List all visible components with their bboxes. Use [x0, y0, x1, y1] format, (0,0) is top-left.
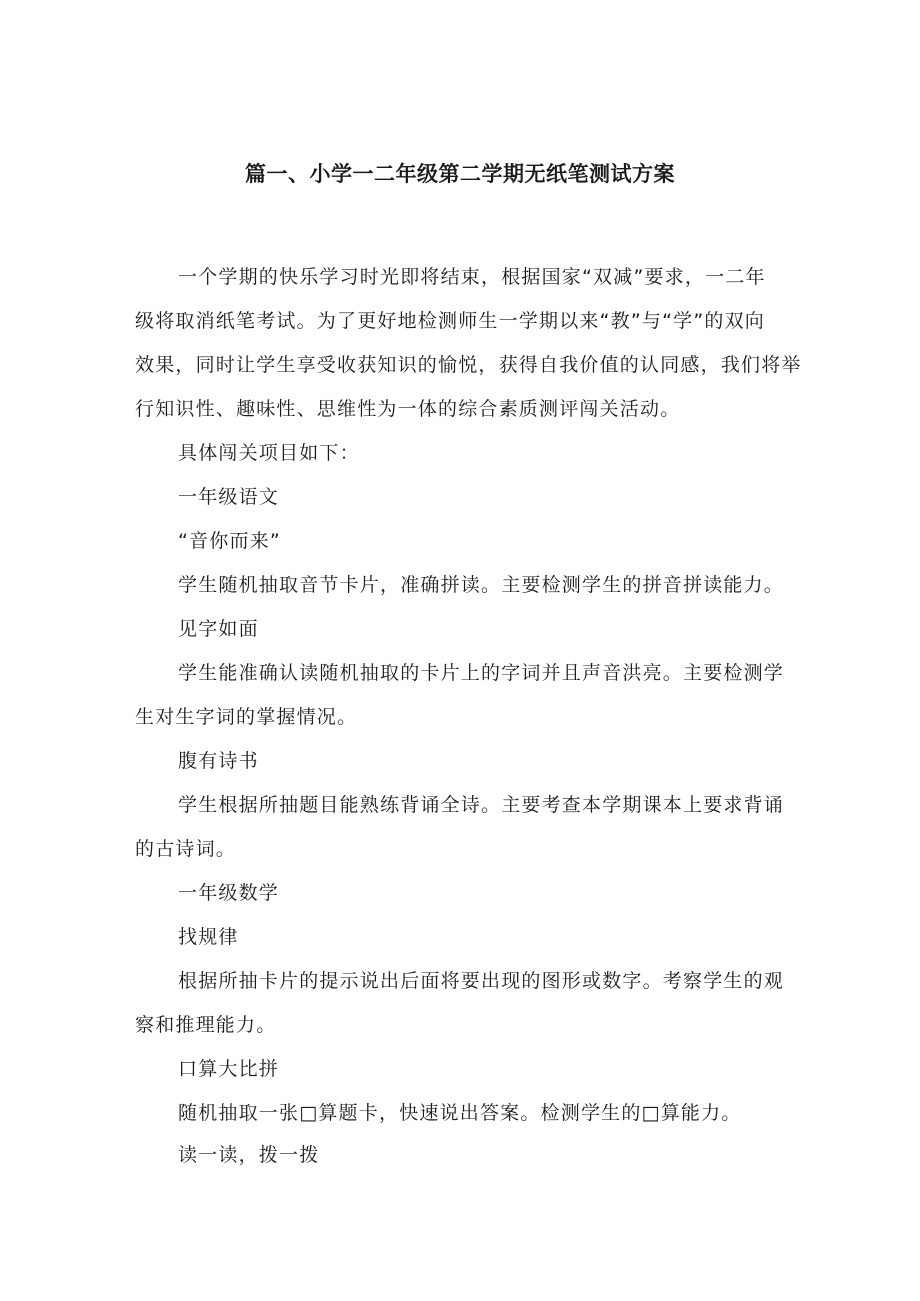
section-heading: 一年级语文 — [178, 486, 280, 508]
paragraph-line: 效果，同时让学生享受收获知识的愉悦，获得自我价值的认同感，我们将举 — [135, 354, 802, 376]
paragraph-line: 察和推理能力。 — [135, 1014, 277, 1036]
item-heading: 读一读，拨一拨 — [178, 1144, 320, 1166]
item-heading: “音你而来” — [178, 530, 281, 552]
paragraph-line: 随机抽取一张□算题卡，快速说出答案。检测学生的□算能力。 — [178, 1102, 742, 1124]
item-heading: 腹有诗书 — [178, 750, 259, 772]
paragraph-line: 学生能准确认读随机抽取的卡片上的字词并且声音洪亮。主要检测学 — [178, 662, 785, 684]
paragraph-line: 行知识性、趣味性、思维性为一体的综合素质测评闯关活动。 — [135, 398, 681, 420]
document-title: 篇一、小学一二年级第二学期无纸笔测试方案 — [245, 162, 675, 186]
item-heading: 见字如面 — [178, 618, 259, 640]
paragraph-line: 学生随机抽取音节卡片，准确拼读。主要检测学生的拼音拼读能力。 — [178, 574, 785, 596]
paragraph-line: 一个学期的快乐学习时光即将结束，根据国家“双减”要求，一二年 — [178, 266, 766, 288]
paragraph-line: 具体闯关项目如下： — [178, 442, 360, 464]
item-heading: 找规律 — [178, 926, 239, 948]
paragraph-line: 学生根据所抽题目能熟练背诵全诗。主要考查本学期课本上要求背诵 — [178, 794, 785, 816]
item-heading: 口算大比拼 — [178, 1058, 280, 1080]
paragraph-line: 生对生字词的掌握情况。 — [135, 706, 358, 728]
paragraph-line: 的古诗词。 — [135, 838, 237, 860]
section-heading: 一年级数学 — [178, 882, 280, 904]
paragraph-line: 根据所抽卡片的提示说出后面将要出现的图形或数字。考察学生的观 — [178, 970, 785, 992]
paragraph-line: 级将取消纸笔考试。为了更好地检测师生一学期以来“教”与“学”的双向 — [135, 310, 765, 332]
